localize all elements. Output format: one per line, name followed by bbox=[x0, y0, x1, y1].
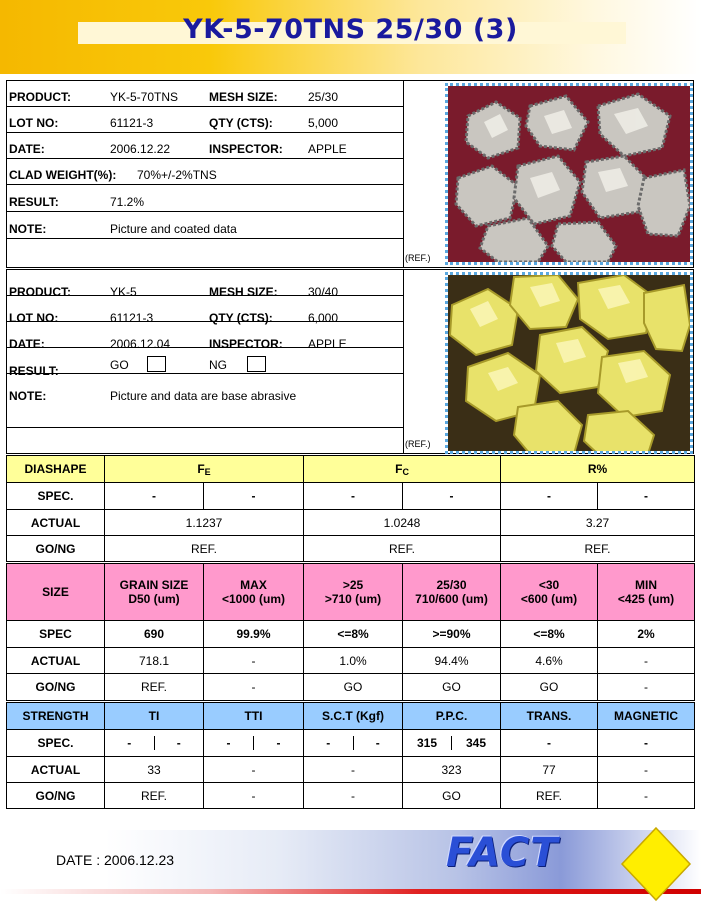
footer bbox=[0, 812, 701, 904]
actual-cell: - bbox=[304, 757, 403, 783]
go-label: GO bbox=[110, 358, 129, 372]
diashape-header: DIASHAPE bbox=[7, 456, 105, 483]
size-actual-row bbox=[7, 648, 695, 674]
product-value: YK-5-70TNS bbox=[110, 90, 179, 104]
size-column-header: MIN <425 (um) bbox=[598, 564, 695, 621]
result-label: RESULT: bbox=[9, 195, 59, 209]
info-row bbox=[7, 159, 404, 185]
mesh-size-label: MESH SIZE: bbox=[209, 285, 278, 299]
size-gong-row bbox=[7, 674, 695, 701]
size-column-header: >25 >710 (um) bbox=[304, 564, 403, 621]
r-percent-header: R% bbox=[501, 456, 695, 483]
info-row bbox=[7, 212, 404, 239]
gong-cell: - bbox=[598, 783, 695, 809]
yellow-diamond-icon bbox=[620, 826, 692, 902]
info-row bbox=[7, 107, 404, 133]
spec-cell: - bbox=[598, 730, 695, 757]
info-row bbox=[7, 81, 404, 107]
spec-cell: - bbox=[105, 483, 204, 510]
size-column-header: GRAIN SIZE D50 (um) bbox=[105, 564, 204, 621]
spec-cell: - bbox=[501, 730, 598, 757]
actual-cell: 1.0248 bbox=[304, 510, 501, 536]
strength-column-header: TI bbox=[105, 703, 204, 730]
spec-cell: - bbox=[501, 483, 598, 510]
spec-label: SPEC. bbox=[7, 483, 105, 510]
spec-label: SPEC bbox=[7, 621, 105, 648]
mesh-size-value: 30/40 bbox=[308, 285, 339, 299]
info-row bbox=[7, 133, 404, 159]
fc-header: $F_C$ bbox=[304, 456, 501, 483]
spec-cell: <=8% bbox=[501, 621, 598, 648]
spec-cell: - bbox=[304, 483, 403, 510]
spec-cell: - bbox=[598, 483, 695, 510]
gong-label: GO/NG bbox=[7, 674, 105, 701]
size-spec-row bbox=[7, 621, 695, 648]
spec-cell: 2% bbox=[598, 621, 695, 648]
actual-cell: 3.27 bbox=[501, 510, 695, 536]
gong-label: GO/NG bbox=[7, 783, 105, 809]
actual-cell: - bbox=[598, 757, 695, 783]
ng-label: NG bbox=[209, 358, 227, 372]
info-row bbox=[7, 322, 404, 351]
actual-cell: - bbox=[204, 648, 304, 674]
diashape-spec-row bbox=[7, 483, 695, 510]
spec-split-cell: - - bbox=[105, 730, 204, 757]
size-header: SIZE bbox=[7, 564, 105, 621]
size-column-header: MAX <1000 (um) bbox=[204, 564, 304, 621]
spec-cell: 99.9% bbox=[204, 621, 304, 648]
strength-column-header: TRANS. bbox=[501, 703, 598, 730]
note-value: Picture and coated data bbox=[110, 222, 237, 236]
gong-cell: - bbox=[204, 783, 304, 809]
go-checkbox[interactable] bbox=[147, 356, 166, 372]
inspector-label: INSPECTOR: bbox=[209, 142, 283, 156]
info-row bbox=[7, 296, 404, 325]
qty-value: 6,000 bbox=[308, 311, 339, 325]
spec-split-cell: - - bbox=[304, 730, 403, 757]
inspector-value: APPLE bbox=[308, 337, 347, 351]
page-title: YK-5-70TNS 25/30 (3) bbox=[183, 14, 518, 45]
gong-cell: - bbox=[598, 674, 695, 701]
result-value: 71.2% bbox=[110, 195, 145, 209]
title-banner bbox=[0, 0, 701, 74]
product-label: PRODUCT: bbox=[9, 90, 71, 104]
size-column-header: <30 <600 (um) bbox=[501, 564, 598, 621]
strength-header: STRENGTH bbox=[7, 703, 105, 730]
mesh-size-label: MESH SIZE: bbox=[209, 90, 278, 104]
mesh-size-value: 25/30 bbox=[308, 90, 339, 104]
base-diamond-photo bbox=[445, 272, 693, 454]
spec-cell: <=8% bbox=[304, 621, 403, 648]
gong-cell: REF. bbox=[501, 536, 695, 562]
actual-label: ACTUAL bbox=[7, 757, 105, 783]
fact-logo: FACT bbox=[446, 830, 559, 876]
ref-caption: (REF.) bbox=[405, 439, 431, 449]
size-header-row bbox=[7, 564, 695, 621]
spec-cell: 690 bbox=[105, 621, 204, 648]
lot-value: 61121-3 bbox=[110, 116, 154, 130]
strength-spec-row bbox=[7, 730, 695, 757]
lot-label: LOT NO: bbox=[9, 311, 59, 325]
date-value: 2006.12.22 bbox=[110, 142, 171, 156]
strength-actual-row bbox=[7, 757, 695, 783]
info-row bbox=[7, 185, 404, 212]
actual-cell: - bbox=[598, 648, 695, 674]
date-value: 2006.12.04 bbox=[110, 337, 171, 351]
inspector-value: APPLE bbox=[308, 142, 347, 156]
footer-date: DATE : 2006.12.23 bbox=[56, 852, 175, 868]
spec-cell: - bbox=[204, 483, 304, 510]
product-label: PRODUCT: bbox=[9, 285, 71, 299]
clad-weight-value: 70%+/-2%TNS bbox=[137, 168, 217, 182]
gong-cell: - bbox=[304, 783, 403, 809]
date-label: DATE: bbox=[9, 142, 45, 156]
strength-table bbox=[6, 702, 695, 809]
actual-cell: 1.0% bbox=[304, 648, 403, 674]
strength-column-header: S.C.T (Kgf) bbox=[304, 703, 403, 730]
inspector-label: INSPECTOR: bbox=[209, 337, 283, 351]
spec-split-cell: 315 345 bbox=[403, 730, 501, 757]
gong-cell: GO bbox=[403, 674, 501, 701]
gong-cell: REF. bbox=[304, 536, 501, 562]
note-label: NOTE: bbox=[9, 222, 47, 236]
actual-cell: 77 bbox=[501, 757, 598, 783]
size-table bbox=[6, 563, 695, 701]
gong-cell: GO bbox=[501, 674, 598, 701]
coated-diamond-photo bbox=[445, 83, 693, 265]
info-row bbox=[7, 374, 404, 428]
actual-label: ACTUAL bbox=[7, 648, 105, 674]
qty-label: QTY (CTS): bbox=[209, 311, 273, 325]
base-abrasive-info bbox=[7, 270, 404, 453]
size-column-header: 25/30 710/600 (um) bbox=[403, 564, 501, 621]
actual-cell: 94.4% bbox=[403, 648, 501, 674]
spec-split-cell: - - bbox=[204, 730, 304, 757]
actual-label: ACTUAL bbox=[7, 510, 105, 536]
qty-label: QTY (CTS): bbox=[209, 116, 273, 130]
strength-column-header: MAGNETIC bbox=[598, 703, 695, 730]
actual-cell: 4.6% bbox=[501, 648, 598, 674]
actual-cell: - bbox=[204, 757, 304, 783]
strength-column-header: P.P.C. bbox=[403, 703, 501, 730]
base-abrasive-panel bbox=[6, 269, 694, 454]
note-label: NOTE: bbox=[9, 389, 47, 403]
gong-cell: REF. bbox=[501, 783, 598, 809]
gong-cell: GO bbox=[304, 674, 403, 701]
diashape-gong-row bbox=[7, 536, 695, 562]
result-label: RESULT: bbox=[9, 364, 59, 378]
diashape-table bbox=[6, 455, 695, 562]
product-value: YK-5 bbox=[110, 285, 137, 299]
actual-cell: 1.1237 bbox=[105, 510, 304, 536]
coated-product-panel bbox=[6, 80, 694, 268]
lot-value: 61121-3 bbox=[110, 311, 154, 325]
info-row bbox=[7, 270, 404, 299]
spec-label: SPEC. bbox=[7, 730, 105, 757]
actual-cell: 33 bbox=[105, 757, 204, 783]
strength-header-row bbox=[7, 703, 695, 730]
gong-cell: - bbox=[204, 674, 304, 701]
gong-cell: REF. bbox=[105, 674, 204, 701]
gong-cell: GO bbox=[403, 783, 501, 809]
qty-value: 5,000 bbox=[308, 116, 339, 130]
gong-cell: REF. bbox=[105, 783, 204, 809]
footer-red-stripe bbox=[0, 889, 701, 894]
date-label: DATE: bbox=[9, 337, 45, 351]
ref-caption: (REF.) bbox=[405, 253, 431, 263]
strength-column-header: TTI bbox=[204, 703, 304, 730]
coated-product-info bbox=[7, 81, 404, 267]
info-row bbox=[7, 348, 404, 378]
diashape-header-row bbox=[7, 456, 695, 483]
strength-gong-row bbox=[7, 783, 695, 809]
note-value: Picture and data are base abrasive bbox=[110, 389, 297, 403]
gong-cell: REF. bbox=[105, 536, 304, 562]
actual-cell: 323 bbox=[403, 757, 501, 783]
lot-label: LOT NO: bbox=[9, 116, 59, 130]
ng-checkbox[interactable] bbox=[247, 356, 266, 372]
spec-cell: - bbox=[403, 483, 501, 510]
actual-cell: 718.1 bbox=[105, 648, 204, 674]
clad-weight-label: CLAD WEIGHT(%): bbox=[9, 168, 117, 182]
diashape-actual-row bbox=[7, 510, 695, 536]
gong-label: GO/NG bbox=[7, 536, 105, 562]
fe-header: $F_E$ bbox=[105, 456, 304, 483]
spec-cell: >=90% bbox=[403, 621, 501, 648]
